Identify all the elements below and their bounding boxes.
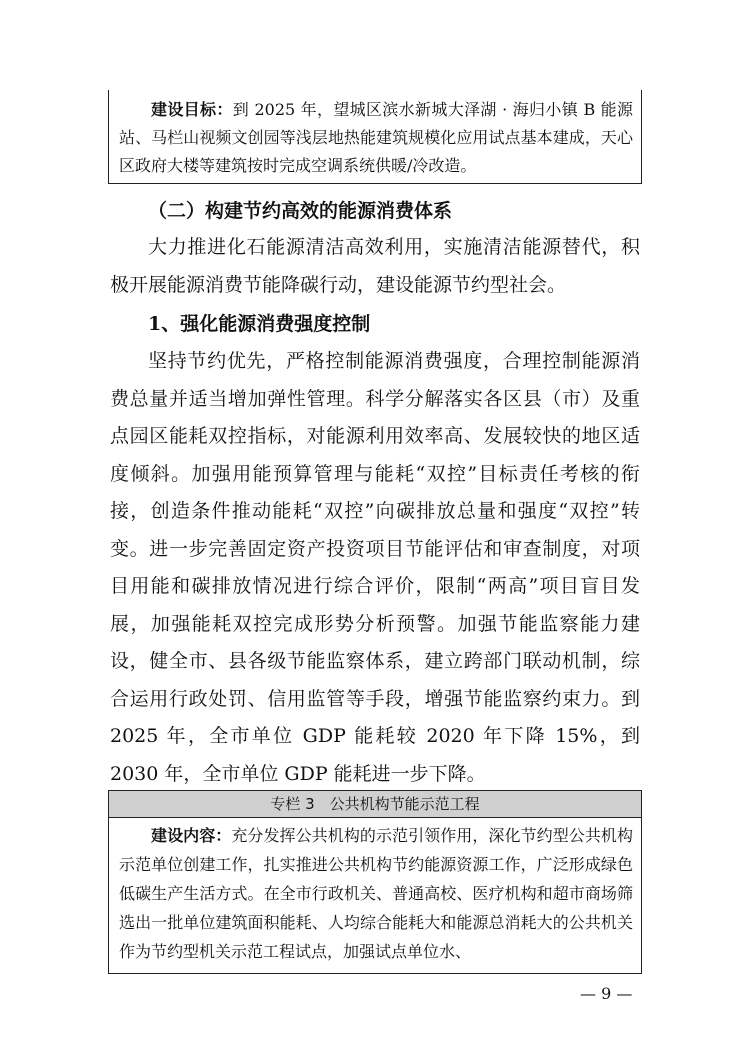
column-box-body <box>109 818 641 966</box>
box-label: 建设内容： <box>151 826 232 845</box>
construction-goal-box <box>108 90 642 184</box>
box-text: 到 2025 年，望城区滨水新城大泽湖 · 海归小镇 B 能源站、马栏山视频文创园等浅层地热能建筑规模化应用试点基本建成，天心区政府大楼等建筑按时完成空调系统供暖/冷改造。 <box>119 100 633 175</box>
section-intro-paragraph: 大力推进化石能源清洁高效利用，实施清洁能源替代，积极开展能源消费节能降碳行动，建设能源节约型社会。 <box>110 236 640 296</box>
column-box <box>108 790 642 974</box>
section-heading: （二）构建节约高效的能源消费体系 <box>148 200 453 222</box>
subsection-body-paragraph: 坚持节约优先，严格控制能源消费强度，合理控制能源消费总量并适当增加弹性管理。科学分解落实各区县（市）及重点园区能耗双控指标，对能源利用效率高、发展较快的地区适度倾斜。加强用能预算管理与能耗“双控”目标责任考核的衔接，创造条件推动能耗“双控”向碳排放总量和强度“双控”转变。进一步完善固定资产投资项目节能评估和审查制度，对项目用能和碳排放情况进行综合评价，限制“两高”项目盲目发展，加强能耗双控完成形势分析预警。加强节能监察能力建设，健全市、县各级节能监察体系，建立跨部门联动机制，综合运用行政处罚、信用监管等手段，增强节能监察约束力。到 2025 年，全市单位 GDP 能耗较 2020 年下降 15%，到 2030 年，全市单位 GDP 能耗进一步下降。 <box>110 350 640 785</box>
box-text: 充分发挥公共机构的示范引领作用，深化节约型公共机构示范单位创建工作，扎实推进公共机构节约能源资源工作，广泛形成绿色低碳生产生活方式。在全市行政机关、普通高校、医疗机构和超市商场筛选出一批单位建筑面积能耗、人均综合能耗大和能源总消耗大的公共机关作为节约型机关示范工程试点，加强试点单位水、 <box>119 826 633 961</box>
column-box-title: 专栏 3 公共机构节能示范工程 <box>109 791 641 818</box>
page-number: — 9 — <box>580 984 633 1003</box>
box-label: 建设目标： <box>151 100 233 119</box>
subsection-heading: 1、强化能源消费强度控制 <box>148 313 371 335</box>
